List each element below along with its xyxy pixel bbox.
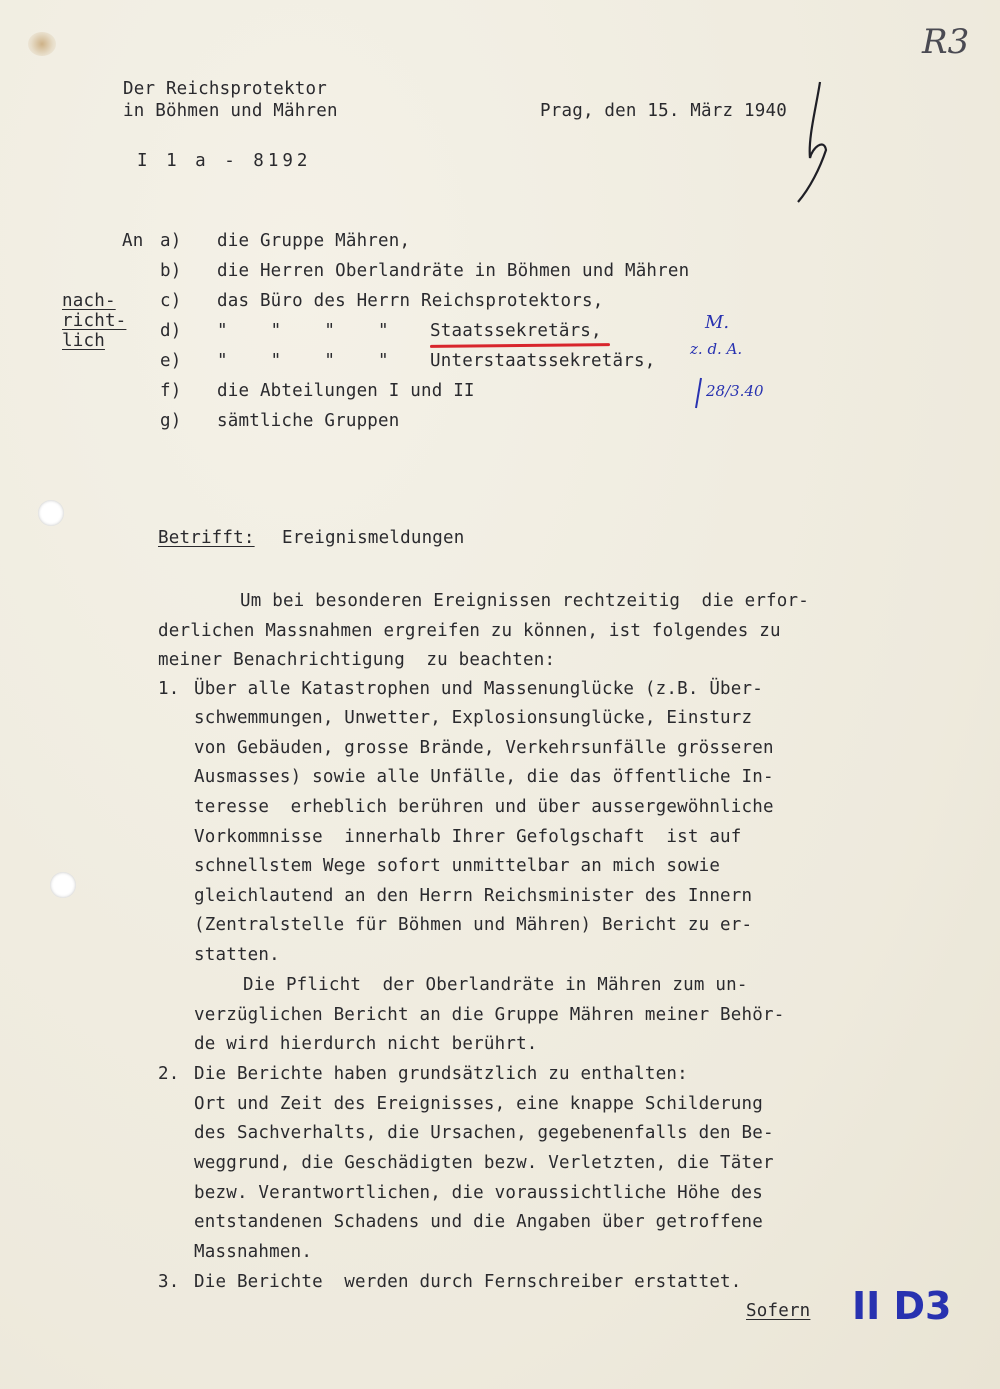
point-1-line-2: schwemmungen, Unwetter, Explosionsunglücke, Einsturz	[194, 708, 753, 728]
recipient-text-b: die Herren Oberlandräte in Böhmen und Mähren	[217, 261, 690, 281]
recipient-letter-f: f)	[160, 381, 182, 401]
subject-label: Betrifft:	[158, 528, 255, 548]
point-3-text: Die Berichte werden durch Fernschreiber erstattet.	[194, 1272, 742, 1292]
point-1-line-8: gleichlautend an den Herrn Reichsminister des Innern	[194, 886, 753, 906]
point-1-line-10: statten.	[194, 945, 280, 965]
point-2-line-5: bezw. Verantwortlichen, die voraussichtliche Höhe des	[194, 1183, 764, 1203]
bottom-right-archive-mark: II D3	[852, 1284, 952, 1328]
nachrichtlich-label-2: richt-	[62, 311, 127, 331]
margin-note-zda: z. d. A.	[690, 340, 743, 358]
recipient-ditto-d: " " " "	[217, 321, 389, 341]
recipient-letter-c: c)	[160, 291, 182, 311]
an-label: An	[122, 231, 144, 251]
recipient-letter-e: e)	[160, 351, 182, 371]
punch-hole-bottom	[50, 872, 76, 898]
point-3-number: 3.	[158, 1272, 180, 1292]
point-1-para2-line-2: verzüglichen Bericht an die Gruppe Mähren meiner Behör-	[194, 1005, 785, 1025]
nachrichtlich-label-1: nach-	[62, 291, 116, 311]
point-2-line-6: entstandenen Schadens und die Angaben über getroffene	[194, 1212, 764, 1232]
recipient-text-g: sämtliche Gruppen	[217, 411, 400, 431]
recipient-letter-a: a)	[160, 231, 182, 251]
signature-stroke	[780, 78, 850, 208]
intro-line-2: derlichen Massnahmen ergreifen zu können, ist folgendes zu	[158, 621, 781, 641]
point-2-line-7: Massnahmen.	[194, 1242, 313, 1262]
recipient-text-d: Staatssekretärs,	[430, 321, 602, 341]
point-2-line-1: Die Berichte haben grundsätzlich zu enthalten:	[194, 1064, 688, 1084]
recipient-letter-d: d)	[160, 321, 182, 341]
point-1-line-6: Vorkommnisse innerhalb Ihrer Gefolgschaft ist auf	[194, 827, 742, 847]
point-1-line-1: Über alle Katastrophen und Massenunglücke (z.B. Über-	[194, 679, 764, 699]
recipient-ditto-e: " " " "	[217, 351, 389, 371]
subject-text: Ereignismeldungen	[282, 528, 465, 548]
nachrichtlich-label-3: lich	[62, 331, 105, 351]
point-1-line-3: von Gebäuden, grosse Brände, Verkehrsunfälle grösseren	[194, 738, 774, 758]
sender-line-1: Der Reichsprotektor	[123, 79, 327, 99]
point-1-line-5: teresse erheblich berühren und über aussergewöhnliche	[194, 797, 774, 817]
top-right-pencil-note: R3	[922, 22, 970, 62]
recipient-text-c: das Büro des Herrn Reichsprotektors,	[217, 291, 604, 311]
rust-stain	[28, 32, 56, 56]
recipient-text-a: die Gruppe Mähren,	[217, 231, 411, 251]
margin-note-stroke	[692, 376, 706, 410]
sender-line-2: in Böhmen und Mähren	[123, 101, 338, 121]
intro-line-1: Um bei besonderen Ereignissen rechtzeitig die erfor-	[240, 591, 810, 611]
margin-note-initials: M.	[705, 312, 730, 333]
margin-note-date: 28/3.40	[706, 382, 764, 400]
point-2-line-3: des Sachverhalts, die Ursachen, gegebenenfalls den Be-	[194, 1123, 774, 1143]
red-pencil-underline	[430, 343, 610, 348]
point-1-number: 1.	[158, 679, 180, 699]
punch-hole-top	[38, 500, 64, 526]
continuation-word: Sofern	[746, 1301, 811, 1321]
place-date: Prag, den 15. März 1940	[540, 101, 787, 121]
recipient-letter-b: b)	[160, 261, 182, 281]
point-2-number: 2.	[158, 1064, 180, 1084]
point-1-para2-line-3: de wird hierdurch nicht berührt.	[194, 1034, 538, 1054]
point-2-line-2: Ort und Zeit des Ereignisses, eine knappe Schilderung	[194, 1094, 764, 1114]
point-1-line-7: schnellstem Wege sofort unmittelbar an mich sowie	[194, 856, 721, 876]
reference-number: I 1 a - 8192	[137, 151, 312, 171]
recipient-text-e: Unterstaatssekretärs,	[430, 351, 656, 371]
recipient-letter-g: g)	[160, 411, 182, 431]
point-2-line-4: weggrund, die Geschädigten bezw. Verletzten, die Täter	[194, 1153, 774, 1173]
point-1-line-9: (Zentralstelle für Böhmen und Mähren) Bericht zu er-	[194, 915, 753, 935]
point-1-line-4: Ausmasses) sowie alle Unfälle, die das öffentliche In-	[194, 767, 774, 787]
recipient-text-f: die Abteilungen I und II	[217, 381, 475, 401]
point-1-para2-line-1: Die Pflicht der Oberlandräte in Mähren zum un-	[243, 975, 748, 995]
intro-line-3: meiner Benachrichtigung zu beachten:	[158, 650, 556, 670]
